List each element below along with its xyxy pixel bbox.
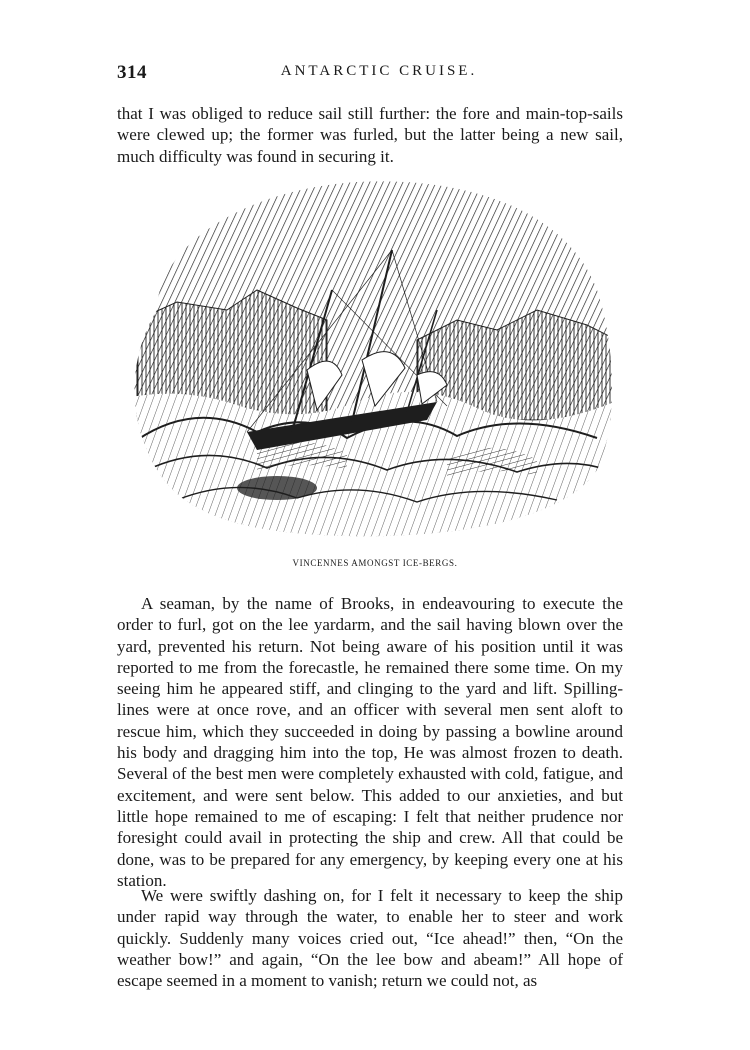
- paragraph-brooks: A seaman, by the name of Brooks, in endeavouring to execute the order to furl, got on the lee yardarm, and the sail having blown over the yard, prevented his return. Not being aware of his position until it was reported to me from the forecastle, he remained there some time. On my seeing him he appeared stiff, and clinging to the yard and lift. Spilling-lines were at once rove, and an officer with several men sent aloft to rescue him, which they succeeded in doing by passing a bowline around his body and dragging him into the top, He was almost frozen to death. Several of the best men were completely exhausted with cold, fatigue, and excitement, and were sent below. This added to our anxieties, and but little hope remained to me of escaping: I felt that neither prudence nor foresight could avail in protecting the ship and crew. All that could be done, was to be prepared for any emergency, by keeping every one at his station.: [117, 594, 623, 890]
- engraving-ship-among-icebergs: [117, 170, 623, 550]
- paragraph-ice-ahead: We were swiftly dashing on, for I felt it necessary to keep the ship under rapid way through the water, to enable her to steer and work quickly. Suddenly many voices cried out, “Ice ahead!” then, “On the weather bow!” and again, “On the lee bow and abeam!” All hope of escape seemed in a moment to vanish; return we could not, as: [117, 886, 623, 991]
- figure-caption: VINCENNES AMONGST ICE-BERGS.: [292, 558, 458, 568]
- paragraph-continued: that I was obliged to reduce sail still further: the fore and main-top-sails were clewed up; the former was furled, but the latter being a new sail, much difficulty was found in securing it.: [117, 104, 623, 166]
- page-number: 314: [117, 62, 147, 83]
- running-title: ANTARCTIC CRUISE.: [280, 63, 478, 79]
